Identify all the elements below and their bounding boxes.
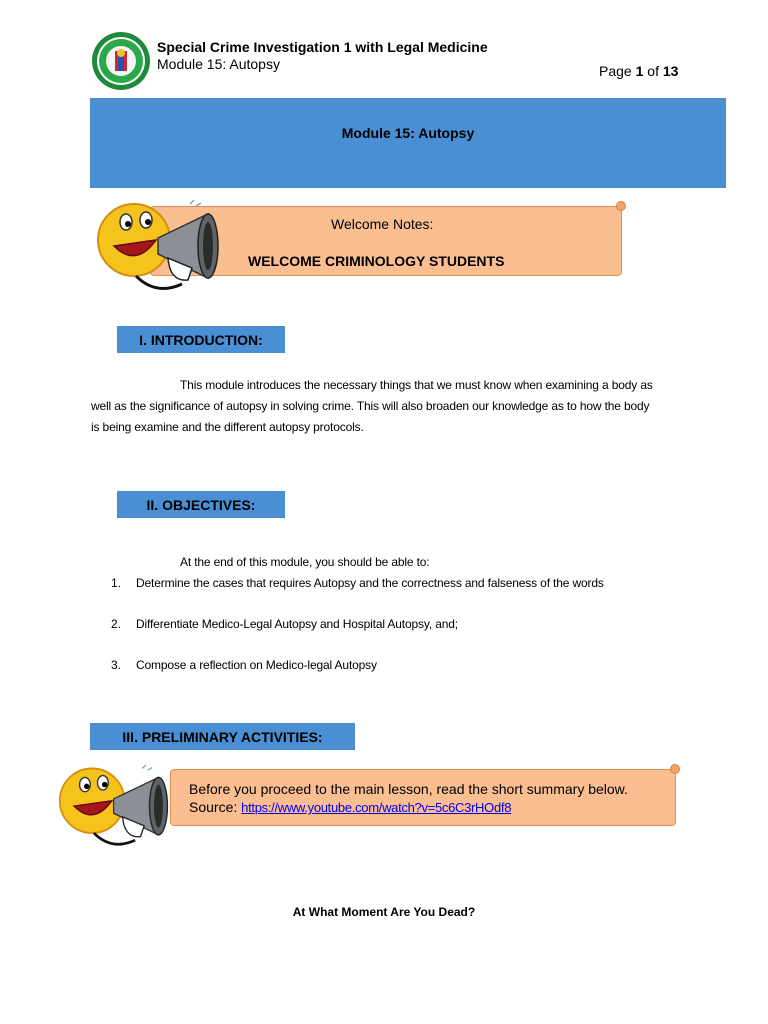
document-title: Special Crime Investigation 1 with Legal Medicine: [157, 39, 488, 55]
source-label: Source:: [189, 799, 238, 815]
section-objectives-heading: II. OBJECTIVES:: [117, 491, 285, 518]
introduction-line-2: well as the significance of autopsy in solving crime. This will also broaden our knowledge as to how the body: [91, 399, 650, 413]
page-indicator: [599, 63, 678, 79]
document-subtitle: Module 15: Autopsy: [157, 56, 280, 72]
megaphone-smiley-icon: [96, 198, 232, 296]
introduction-line-3: is being examine and the different autopsy protocols.: [91, 420, 364, 434]
introduction-line-1: This module introduces the necessary things that we must know when examining a body as: [180, 378, 653, 392]
page-of: of: [647, 63, 659, 79]
objective-item: Differentiate Medico-Legal Autopsy and Hospital Autopsy, and;: [136, 617, 458, 631]
module-banner: [90, 98, 726, 188]
welcome-notes-label: Welcome Notes:: [331, 216, 434, 232]
section-preliminary-heading: III. PRELIMINARY ACTIVITIES:: [90, 723, 355, 750]
reading-title: At What Moment Are You Dead?: [292, 905, 476, 919]
school-seal-icon: [91, 31, 151, 91]
page-prefix: Page: [599, 63, 632, 79]
megaphone-smiley-icon: [58, 763, 180, 851]
section-introduction-heading: I. INTRODUCTION:: [117, 326, 285, 353]
module-banner-title: Module 15: Autopsy: [341, 125, 475, 141]
objective-number: 2.: [111, 617, 122, 631]
welcome-message: WELCOME CRIMINOLOGY STUDENTS: [248, 253, 505, 269]
page-current: 1: [635, 63, 644, 79]
preliminary-instruction: Before you proceed to the main lesson, read the short summary below.: [189, 781, 628, 797]
objective-number: 3.: [111, 658, 122, 672]
objective-item: Compose a reflection on Medico-legal Autopsy: [136, 658, 377, 672]
source-link[interactable]: https://www.youtube.com/watch?v=5c6C3rHOdf8: [241, 800, 512, 815]
objective-number: 1.: [111, 576, 122, 590]
objectives-lead: At the end of this module, you should be able to:: [180, 555, 430, 569]
objective-item: Determine the cases that requires Autopsy and the correctness and falseness of the words: [136, 576, 604, 590]
preliminary-source: [189, 799, 511, 815]
page-total: 13: [662, 63, 679, 79]
preliminary-scroll: [170, 769, 676, 826]
